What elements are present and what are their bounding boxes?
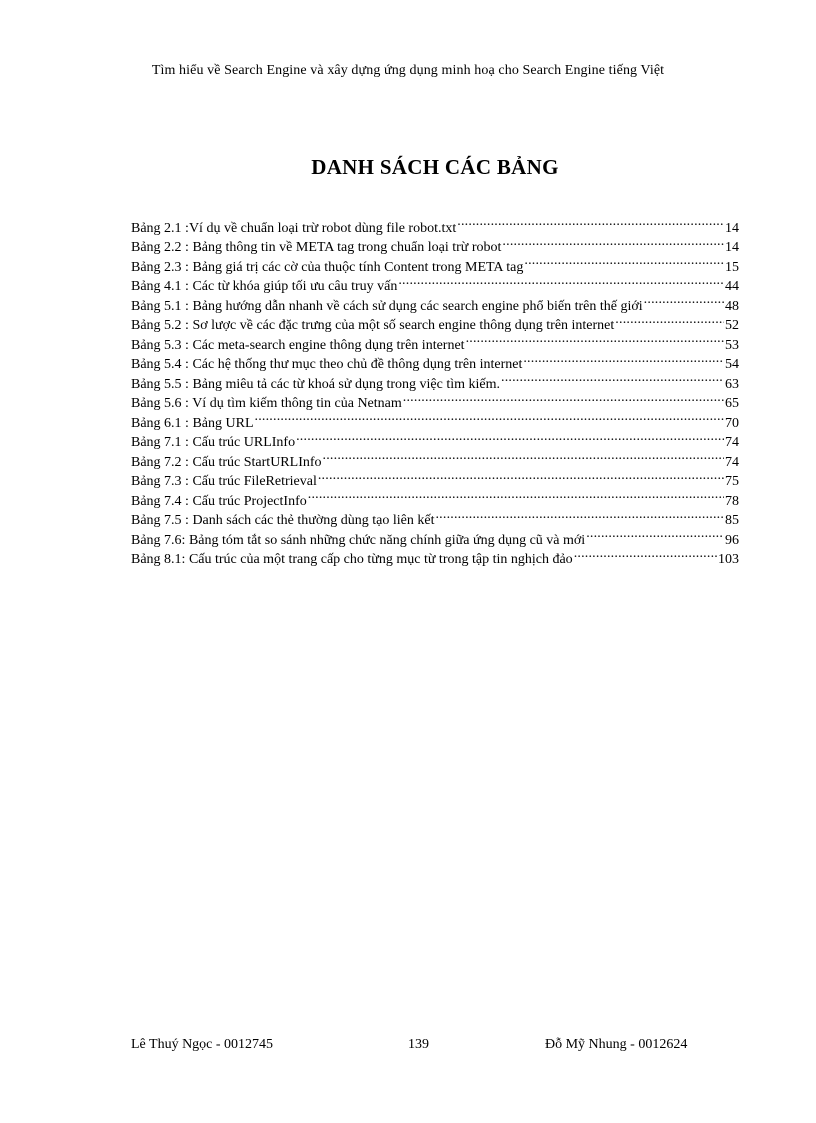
- page-number: 139: [408, 1037, 429, 1052]
- toc-entry-page: 52: [725, 318, 739, 333]
- toc-entry-label: Bảng 5.1 : Bảng hướng dẫn nhanh về cách sử dụng các search engine phổ biến trên thế giới: [131, 298, 643, 314]
- toc-entry-page: 48: [725, 298, 739, 314]
- toc-entry-label: Bảng 7.1 : Cấu trúc URLInfo: [131, 435, 296, 450]
- toc-dot-leader: [502, 232, 724, 252]
- toc-entry-page: 74: [725, 435, 739, 450]
- toc-entry-page: 75: [725, 474, 739, 489]
- toc-dot-leader: [457, 212, 724, 232]
- toc-entry-page: 54: [725, 357, 739, 372]
- toc-entry-label: Bảng 5.5 : Bảng miêu tả các từ khoá sử dụng trong việc tìm kiếm.: [131, 376, 500, 392]
- toc-dot-leader: [403, 388, 724, 408]
- page-title: DANH SÁCH CÁC BẢNG: [311, 155, 559, 179]
- toc-entry-page: 103: [718, 552, 739, 567]
- toc-entry-label: Bảng 5.2 : Sơ lược về các đặc trưng của một số search engine thông dụng trên internet: [131, 318, 615, 333]
- toc-dot-leader: [615, 310, 724, 330]
- toc-entry-page: 96: [725, 532, 739, 548]
- toc-entry-label: Bảng 7.6: Bảng tóm tắt so sánh những chức năng chính giữa ứng dụng cũ và mới: [131, 532, 586, 548]
- toc-entry-page: 65: [725, 396, 739, 411]
- toc-entry-page: 44: [725, 279, 739, 294]
- toc-entry-label: Bảng 8.1: Cấu trúc của một trang cấp cho từng mục từ trong tập tin nghịch đảo: [131, 552, 573, 567]
- toc-dot-leader: [574, 544, 717, 564]
- toc-entry-page: 15: [725, 259, 739, 275]
- toc-entry-label: Bảng 7.4 : Cấu trúc ProjectInfo: [131, 493, 307, 509]
- table-list: [131, 212, 739, 567]
- toc-entry-page: 70: [725, 415, 739, 431]
- toc-dot-leader: [523, 349, 724, 369]
- toc-entry-label: Bảng 2.1 :Ví dụ về chuẩn loại trừ robot dùng file robot.txt: [131, 220, 457, 236]
- toc-dot-leader: [318, 466, 724, 486]
- toc-entry-label: Bảng 5.3 : Các meta-search engine thông dụng trên internet: [131, 337, 465, 353]
- toc-dot-leader: [296, 427, 724, 447]
- toc-entry-label: Bảng 6.1 : Bảng URL: [131, 415, 254, 431]
- toc-entry-page: 85: [725, 513, 739, 528]
- toc-entry-label: Bảng 7.2 : Cấu trúc StartURLInfo: [131, 454, 322, 470]
- toc-dot-leader: [323, 446, 724, 466]
- toc-entry-page: 14: [725, 240, 739, 255]
- toc-entry-page: 53: [725, 337, 739, 353]
- footer-author-left: Lê Thuý Ngọc - 0012745: [131, 1037, 274, 1052]
- toc-dot-leader: [308, 485, 724, 505]
- toc-entry-label: Bảng 7.5 : Danh sách các thẻ thường dùng tạo liên kết: [131, 513, 435, 528]
- toc-dot-leader: [398, 271, 724, 291]
- toc-dot-leader: [501, 368, 724, 388]
- toc-dot-leader: [435, 505, 724, 525]
- toc-entry-page: 63: [725, 376, 739, 392]
- toc-entry-label: Bảng 7.3 : Cấu trúc FileRetrieval: [131, 474, 317, 489]
- toc-dot-leader: [586, 524, 724, 544]
- toc-entry-label: Bảng 5.6 : Ví dụ tìm kiếm thông tin của Netnam: [131, 396, 402, 411]
- toc-dot-leader: [524, 251, 724, 271]
- toc-dot-leader: [644, 290, 724, 310]
- toc-entry-label: Bảng 2.3 : Bảng giá trị các cờ của thuộc tính Content trong META tag: [131, 259, 524, 275]
- toc-dot-leader: [255, 407, 725, 427]
- toc-dot-leader: [466, 329, 724, 349]
- toc-entry-page: 78: [725, 493, 739, 509]
- running-header: Tìm hiểu về Search Engine và xây dựng ứng dụng minh hoạ cho Search Engine tiếng Việt: [151, 63, 665, 78]
- toc-entry-page: 14: [725, 220, 739, 236]
- toc-entry[interactable]: [131, 212, 739, 236]
- footer-author-right: Đỗ Mỹ Nhung - 0012624: [545, 1037, 688, 1052]
- toc-entry-label: Bảng 5.4 : Các hệ thống thư mục theo chủ đề thông dụng trên internet: [131, 357, 523, 372]
- toc-entry-page: 74: [725, 454, 739, 470]
- toc-entry-label: Bảng 2.2 : Bảng thông tin về META tag trong chuẩn loại trừ robot: [131, 240, 502, 255]
- toc-entry-label: Bảng 4.1 : Các từ khóa giúp tối ưu câu truy vấn: [131, 279, 398, 294]
